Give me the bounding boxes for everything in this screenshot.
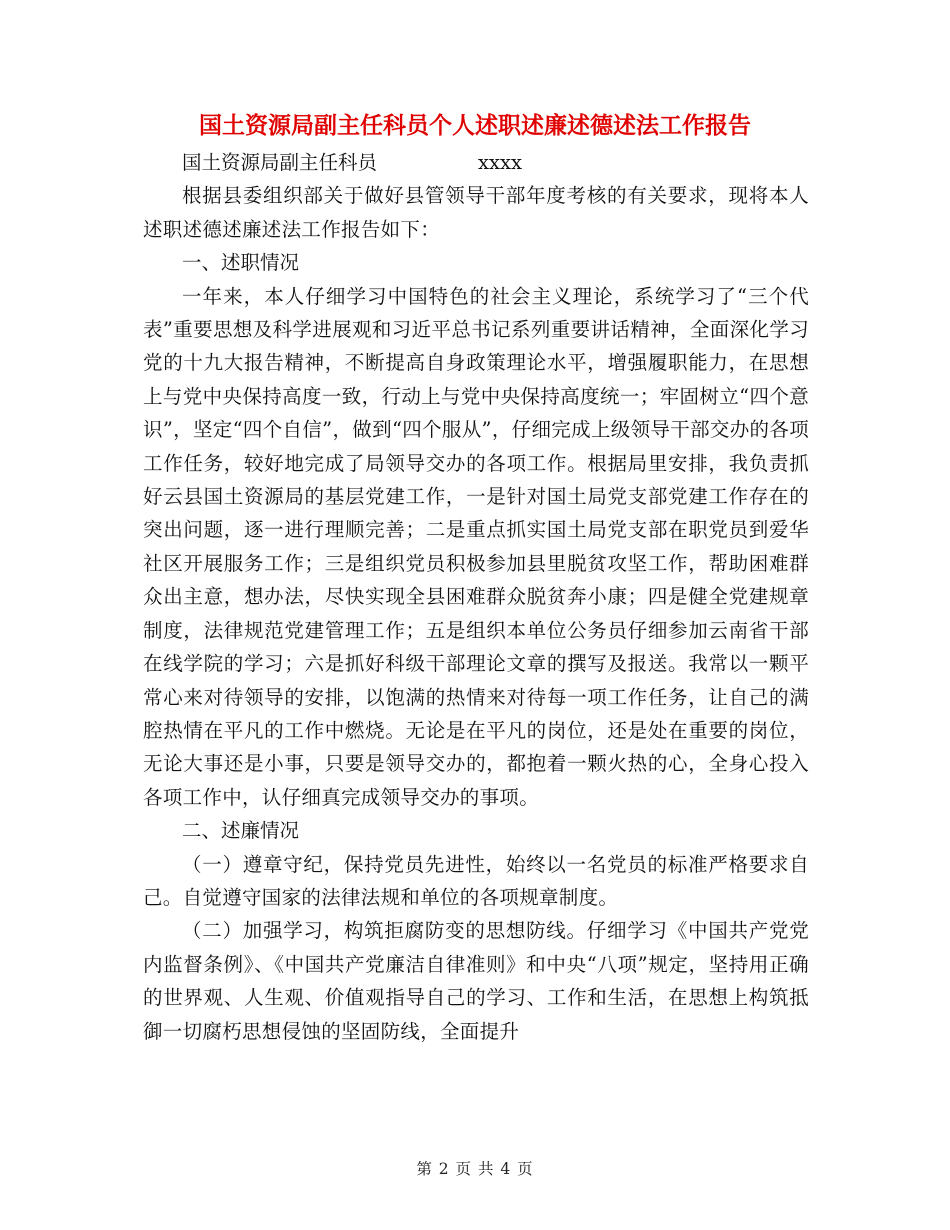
document-body: [143, 146, 809, 1048]
author-line: [143, 146, 809, 179]
page-number-footer: 第 2 页 共 4 页: [416, 1160, 534, 1178]
section1-heading: 一、述职情况: [182, 251, 300, 275]
section2-heading: 二、述廉情况: [182, 819, 300, 843]
document-title: 国土资源局副主任科员个人述职述廉述德述法工作报告: [199, 112, 751, 139]
section2-item1-paragraph: （一）遵章守纪，保持党员先进性，始终以一名党员的标准严格要求自己。自觉遵守国家的法律法规和单位的各项规章制度。: [143, 852, 809, 909]
author-position: 国土资源局副主任科员: [182, 151, 378, 174]
section1-paragraph: 一年来，本人仔细学习中国特色的社会主义理论，系统学习了“三个代表”重要思想及科学进展观和习近平总书记系列重要讲话精神，全面深化学习党的十九大报告精神，不断提高自身政策理论水平，增强履职能力，在思想上与党中央保持高度一致，行动上与党中央保持高度统一；牢固树立“四个意识”，坚定“四个自信”，做到“四个服从”，仔细完成上级领导干部交办的各项工作任务，较好地完成了局领导交办的各项工作。根据局里安排，我负责抓好云县国土资源局的基层党建工作，一是针对国土局党支部党建工作存在的突出问题，逐一进行理顺完善；二是重点抓实国土局党支部在职党员到爱华社区开展服务工作；三是组织党员积极参加县里脱贫攻坚工作，帮助困难群众出主意，想办法，尽快实现全县困难群众脱贫奔小康；四是健全党建规章制度，法律规范党建管理工作；五是组织本单位公务员仔细参加云南省干部在线学院的学习；六是抓好科级干部理论文章的撰写及报送。我常以一颗平常心来对待领导的安排，以饱满的热情来对待每一项工作任务，让自己的满腔热情在平凡的工作中燃烧。无论是在平凡的岗位，还是处在重要的岗位，无论大事还是小事，只要是领导交办的，都抱着一颗火热的心，全身心投入各项工作中，认仔细真完成领导交办的事项。: [143, 284, 809, 809]
section2-item2-paragraph: （二）加强学习，构筑拒腐防变的思想防线。仔细学习《中国共产党党内监督条例》、《中国共产党廉洁自律准则》和中央“八项”规定，坚持用正确的世界观、人生观、价值观指导自己的学习、工作和生活，在思想上构筑抵御一切腐朽思想侵蚀的坚固防线，全面提升: [143, 919, 809, 1043]
author-name: xxxx: [478, 151, 523, 174]
intro-paragraph: 根据县委组织部关于做好县管领导干部年度考核的有关要求，现将本人述职述德述廉述法工作报告如下：: [143, 184, 809, 241]
